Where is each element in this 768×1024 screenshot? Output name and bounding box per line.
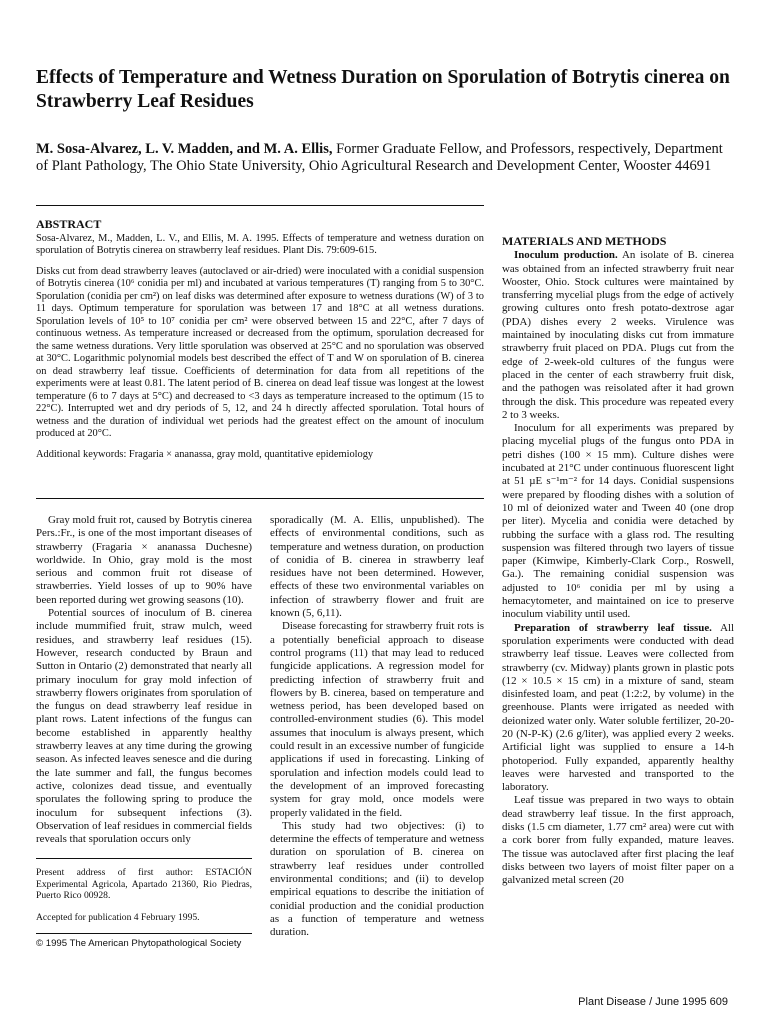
copyright: © 1995 The American Phytopathological Society (36, 938, 242, 950)
page-footer: Plant Disease / June 1995 609 (578, 996, 728, 1008)
col2-paragraph: sporadically (M. A. Ellis, unpublished). The effects of environmental conditions, such as temperature and wetness duration, on production of conidia of B. cinerea in strawberry leaf residues have not been determined. However, effects of these two environmental variables on infection of strawberry flower and fruit are known (5, 6,11). (270, 514, 484, 620)
col3-paragraph (502, 249, 734, 422)
subheading: Preparation of strawberry leaf tissue. (514, 621, 712, 634)
article-title: Effects of Temperature and Wetness Duration on Sporulation of Botrytis cinerea on Strawberry Leaf Residues (36, 67, 730, 112)
col3-paragraph (502, 622, 734, 795)
col1-paragraph: Gray mold fruit rot, caused by Botrytis cinerea Pers.:Fr., is one of the most important diseases of strawberry (Fragaria × ananassa Duchesne) worldwide. In Ohio, gray mold is the most serious and common fruit rot disease of strawberries. Yield losses of up to 90% have been reported during wet growing seasons (10). (36, 514, 252, 606)
title-rule (36, 205, 484, 206)
author-address: Present address of first author: ESTACIÓN Experimental Agricola, Apartado 21360, Rio Piedras, Puerto Rico 00928. (36, 867, 252, 902)
abstract-keywords: Additional keywords: Fragaria × ananassa, gray mold, quantitative epidemiology (36, 448, 374, 460)
col3-text: All sporulation experiments were conducted with dead strawberry leaf tissue. Leaves were collected from strawberry (cv. Midway) plants grown in plastic pots (12 × 10.5 × 15 cm) in a mixture of sand, steam disinfested loam, and peat (1:2:2, by volume) in the greenhouse. Plants were irrigated as needed with deionized water only. Water soluble fertilizer, 20-20-20 (N-P-K) (2.6 g/liter), was applied every 2 weeks. Artificial light was supplied to ensure a 14-h photoperiod. Fully expanded, apparently healthy leaves were harvested and transported to the laboratory. (502, 621, 734, 794)
abstract-heading: ABSTRACT (36, 217, 102, 231)
accepted-date: Accepted for publication 4 February 1995. (36, 911, 200, 923)
subheading: Inoculum production. (514, 249, 618, 262)
abstract-body: Disks cut from dead strawberry leaves (autoclaved or air-dried) were inoculated with a conidial suspension of Botrytis cinerea (10⁶ conidia per ml) and incubated at various temperatures (T) ranging from 5 to 30°C. Sporulation (conidia per cm²) on leaf disks was determined after exposure to wetness durations (W) of 3 to 11 days. Optimum temperature for sporulation was between 17 and 18°C at all wetness durations. Sporulation levels of 10⁵ to 10⁷ conidia per cm² were observed between 15 and 22°C, after 7 days of continuous wetness. As temperature increased or decreased from the optimum, sporulation decreased for the same wetness durations. Very little sporulation was observed at 25°C and no sporulation was observed at 30°C. Logarithmic polynomial models best described the effect of T and W on sporulation of B. cinerea on dead strawberry leaf tissue. Coefficients of determination for data from all repetitions of the experiments were at least 0.81. The latent period of B. cinerea on dead leaf tissue was longest at the lowest temperature (6 to 7 days at 5°C) and decreased to <3 days as temperature increased to the optimum (15 to 22°C). Interrupted wet and dry periods of 5, 12, and 24 h directly affected sporulation. Total hours of wetness and the duration of individual wet periods had the greatest effect on the amount of inoculum produced at 20°C. (36, 265, 484, 439)
section-heading: MATERIALS AND METHODS (502, 234, 667, 248)
abstract-rule (36, 498, 484, 499)
col3-paragraph: Inoculum for all experiments was prepared by placing mycelial plugs of the fungus onto PDA in petri dishes (100 × 15 mm). Culture dishes were incubated at 21°C under continuous fluorescent light at 51 µE s⁻¹m⁻² for 14 days. Conidial suspensions were prepared by flooding dishes with a solution of 10 ml of deionized water and Tween 40 (one drop per liter). Mycelia and conidia were detached by rubbing the surface with a glass rod. The resulting suspension was filtered through two layers of tissue paper (Kimwipe, Kimberly-Clark Corp., Roswell, Ga.). The remaining conidial suspension was adjusted to 10⁶ conidia per ml by using a hemacytometer, and maintained on ice to preserve inoculum viability until used. (502, 422, 734, 621)
abstract (36, 218, 484, 469)
abstract-citation: Sosa-Alvarez, M., Madden, L. V., and Ellis, M. A. 1995. Effects of temperature and wetness duration on sporulation of Botrytis cinerea on strawberry leaf residues. Plant Dis. 79:609-615. (36, 232, 484, 256)
column-2 (270, 514, 484, 940)
col1-paragraph: Potential sources of inoculum of B. cinerea include mummified fruit, straw mulch, weed residues, and strawberry leaf residues (15). However, research conducted by Braun and Sutton in Ontario (2) demonstrated that nearly all primary inoculum for gray mold infection of strawberry flowers originates from sporulation of the fungus on dead strawberry leaf residue in plant rows. Latent infections of the fungus can become established in apparently healthy strawberry leaves at any time during the growing season. As infected leaves senesce and die during the late summer and fall, the fungus becomes active, colonizes dead tissue, and eventually sporulates the following spring to produce the inoculum for subsequent infections (3). Observation of leaf residues in commercial fields reveals that sporulation occurs only (36, 607, 252, 846)
col2-paragraph: Disease forecasting for strawberry fruit rots is a potentially beneficial approach to disease control programs (11) that may lead to reduced fungicide applications. A regression model for predicting infection of strawberry fruit and flowers by B. cinerea, based on temperature and wetness period, has been developed based on controlled-environment studies (6). This model assumes that inoculum is always present, which could result in an excessive number of fungicide applications if used in forecasting. Linking of sporulation and infection models could lead to the development of an improved forecasting system for gray mold, once models were properly validated in the field. (270, 620, 484, 819)
affiliation: Former Graduate Fellow, and Professors, respectively, Department of Plant Pathology, The Ohio State University, Ohio Agricultural Research and Development Center, Wooster 44691 (36, 141, 723, 174)
copyright-rule (36, 933, 252, 934)
author-block (36, 141, 736, 175)
footnote-rule (36, 858, 252, 859)
column-3 (502, 235, 734, 888)
column-1 (36, 514, 252, 960)
author-names: M. Sosa-Alvarez, L. V. Madden, and M. A. Ellis, (36, 141, 333, 157)
col3-paragraph: Leaf tissue was prepared in two ways to obtain dead strawberry leaf tissue. In the first approach, disks (1.5 cm diameter, 1.77 cm² area) were cut with a cork borer from fully expanded, mature leaves. The tissue was autoclaved after first placing the leaf disks between two layers of moist filter paper on a galvanized metal screen (20 (502, 794, 734, 887)
col3-text: An isolate of B. cinerea was obtained from an infected strawberry fruit near Wooster, Ohio. Stock cultures were maintained by transferring mycelial plugs from the edge of actively growing cultures onto fresh potato-dextrose agar (PDA) dishes every 2 weeks. Virulence was maintained by inoculating disks cut from immature strawberry fruit placed on PDA. Plugs cut from the edge of 2-week-old cultures of the fungus were placed in the center of each strawberry fruit disk, and the pathogen was reisolated after it had grown through the disk. This procedure was repeated every 2 to 3 weeks. (502, 249, 734, 421)
col2-paragraph: This study had two objectives: (i) to determine the effects of temperature and wetness duration on sporulation of B. cinerea on strawberry leaf residues under controlled environmental conditions; and (ii) to develop empirical equations to describe the initiation of conidial production and the conidial production as a function of temperature and wetness duration. (270, 819, 484, 939)
